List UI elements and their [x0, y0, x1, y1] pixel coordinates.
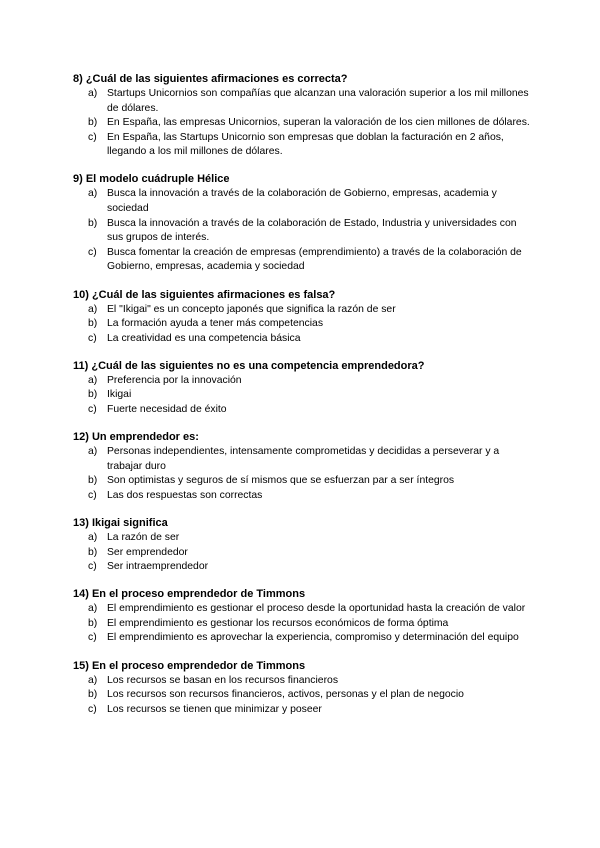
answer-text: Startups Unicornios son compañías que alcanzan una valoración superior a los mil millones de dólares. [107, 88, 529, 114]
question-title: 10) ¿Cuál de las siguientes afirmaciones es falsa? [73, 288, 336, 301]
answer-option [73, 688, 535, 703]
answer-letter: c) [88, 703, 97, 715]
answer-letter: c) [88, 246, 97, 258]
question-title: 12) Un emprendedor es: [73, 431, 199, 444]
answer-letter: c) [88, 332, 97, 344]
answer-text: Busca la innovación a través de la colaboración de Estado, Industria y universidades con sus grupos de interés. [107, 217, 517, 244]
answer-letter: b) [88, 689, 98, 701]
answer-text: Personas independientes, intensamente comprometidas y decididas a perseverar y a trabajar duro [107, 446, 500, 472]
answer-option [73, 374, 535, 389]
answer-option [73, 303, 535, 318]
answer-option [73, 388, 535, 403]
question-title: 13) Ikigai significa [73, 516, 168, 529]
question-14 [73, 587, 535, 646]
answer-option [73, 560, 535, 575]
answer-list [73, 374, 535, 418]
answer-text: La razón de ser [107, 531, 180, 543]
answer-letter: a) [88, 188, 98, 200]
answer-text: La creatividad es una competencia básica [107, 332, 301, 344]
answer-letter: b) [88, 546, 98, 558]
answer-letter: c) [88, 561, 97, 573]
question-list [73, 72, 535, 730]
answer-text: La formación ayuda a tener más competencias [107, 318, 324, 330]
answer-list [73, 602, 535, 646]
answer-option [73, 546, 535, 561]
answer-option [73, 87, 535, 116]
answer-text: Las dos respuestas son correctas [107, 489, 263, 501]
answer-option [73, 217, 535, 246]
answer-text: Busca la innovación a través de la colaboración de Gobierno, empresas, academia y sociedad [107, 188, 497, 215]
answer-letter: a) [88, 674, 98, 686]
answer-option [73, 489, 535, 504]
answer-list [73, 674, 535, 718]
answer-text: Los recursos se basan en los recursos financieros [107, 674, 339, 686]
answer-option [73, 674, 535, 689]
answer-option [73, 131, 535, 160]
answer-text: Ikigai [107, 389, 132, 401]
answer-letter: c) [88, 131, 97, 143]
question-15 [73, 659, 535, 718]
answer-text: Los recursos se tienen que minimizar y poseer [107, 703, 322, 715]
question-title: 15) En el proceso emprendedor de Timmons [73, 659, 306, 672]
answer-option [73, 403, 535, 418]
answer-letter: b) [88, 617, 98, 629]
answer-letter: b) [88, 117, 98, 129]
answer-text: El emprendimiento es gestionar el proceso desde la oportunidad hasta la creación de valor [107, 603, 526, 615]
question-12 [73, 430, 535, 503]
answer-option [73, 445, 535, 474]
answer-letter: b) [88, 389, 98, 401]
answer-option [73, 703, 535, 718]
answer-text: Busca fomentar la creación de empresas (emprendimiento) a través de la colaboración de Gobierno, empresas, academia y sociedad [107, 246, 522, 273]
answer-option [73, 332, 535, 347]
answer-list [73, 303, 535, 347]
answer-option [73, 187, 535, 216]
answer-option [73, 602, 535, 617]
question-8 [73, 72, 535, 160]
answer-option [73, 531, 535, 546]
answer-text: En España, las Startups Unicornio son empresas que doblan la facturación en 2 años, llegando a los mil millones de dólares. [107, 131, 504, 158]
answer-list [73, 531, 535, 575]
question-title: 14) En el proceso emprendedor de Timmons [73, 588, 306, 601]
answer-text: El "Ikigai" es un concepto japonés que significa la razón de ser [107, 303, 396, 315]
answer-text: En España, las empresas Unicornios, superan la valoración de los cien millones de dólares. [107, 117, 530, 129]
answer-text: Ser intraemprendedor [107, 561, 209, 573]
answer-text: Son optimistas y seguros de sí mismos que se esfuerzan par a ser íntegros [107, 475, 455, 487]
answer-letter: a) [88, 603, 98, 615]
answer-option [73, 116, 535, 131]
answer-letter: a) [88, 374, 98, 386]
question-title: 8) ¿Cuál de las siguientes afirmaciones es correcta? [73, 73, 348, 85]
answer-option [73, 317, 535, 332]
question-title: 9) El modelo cuádruple Hélice [73, 173, 230, 186]
answer-text: El emprendimiento es aprovechar la experiencia, compromiso y determinación del equipo [107, 632, 519, 644]
question-11 [73, 359, 535, 418]
answer-letter: b) [88, 318, 98, 330]
answer-letter: a) [88, 446, 98, 458]
answer-text: Los recursos son recursos financieros, activos, personas y el plan de negocio [107, 689, 464, 701]
answer-option [73, 631, 535, 646]
answer-list [73, 187, 535, 275]
answer-option [73, 474, 535, 489]
answer-text: Fuerte necesidad de éxito [107, 404, 227, 415]
answer-option [73, 246, 535, 275]
question-title: 11) ¿Cuál de las siguientes no es una competencia emprendedora? [73, 359, 425, 372]
question-10 [73, 288, 535, 347]
answer-list [73, 445, 535, 503]
answer-letter: b) [88, 475, 98, 487]
answer-letter: a) [88, 303, 98, 315]
answer-letter: c) [88, 404, 97, 415]
question-13 [73, 516, 535, 575]
answer-text: Ser emprendedor [107, 546, 188, 558]
answer-option [73, 617, 535, 632]
answer-letter: a) [88, 88, 98, 99]
question-9 [73, 172, 535, 275]
answer-letter: b) [88, 217, 98, 229]
answer-letter: a) [88, 531, 98, 543]
answer-list [73, 87, 535, 160]
answer-letter: c) [88, 632, 97, 644]
answer-text: Preferencia por la innovación [107, 374, 242, 386]
answer-letter: c) [88, 489, 97, 501]
answer-text: El emprendimiento es gestionar los recursos económicos de forma óptima [107, 617, 449, 629]
